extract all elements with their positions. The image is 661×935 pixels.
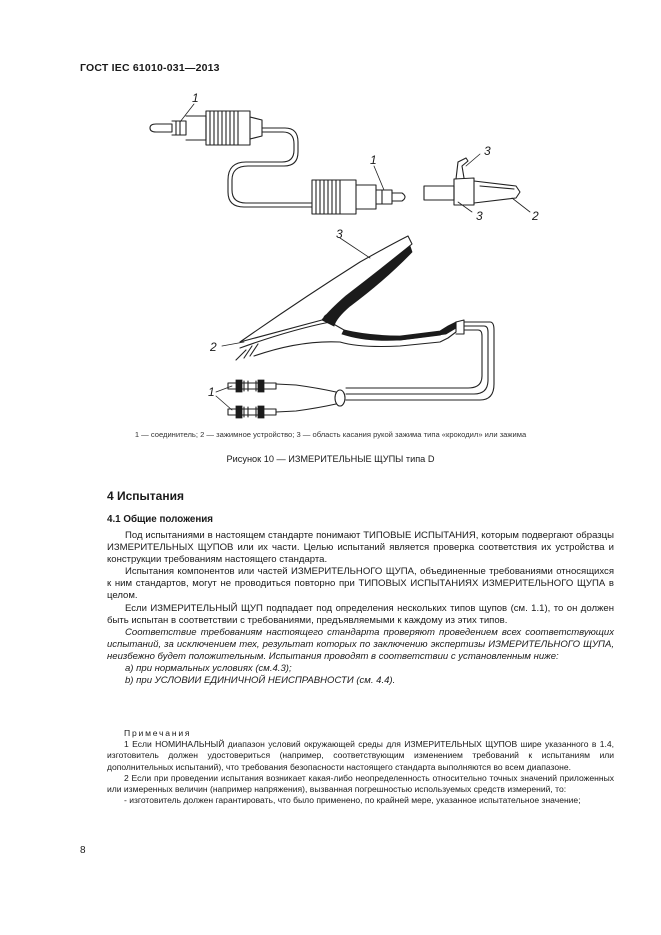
paragraph-3: Если ИЗМЕРИТЕЛЬНЫЙ ЩУП подпадает под определения нескольких типов щупов (см. 1.1), то он должен быть испытан в соответствии с требованиями, предъявляемыми к каждому из этих типов. bbox=[107, 602, 614, 626]
lower-connector-drawing bbox=[312, 180, 405, 214]
subsection-heading: 4.1 Общие положения bbox=[107, 514, 214, 525]
note-1: 1 Если НОМИНАЛЬНЫЙ диапазон условий окружающей среды для ИЗМЕРИТЕЛЬНЫХ ЩУПОВ шире указанного в 1.4, изготовитель должен удостовериться (например, соответствующим изменением требований к испытаниям или дополнительных испытаний), что требования безопасности настоящего стандарта выполняются во всем диапазоне. bbox=[107, 739, 614, 772]
clip-lower-handle-fill bbox=[342, 322, 456, 340]
callout-1-upper: 1 bbox=[192, 91, 199, 105]
callout-1-lower: 1 bbox=[370, 153, 377, 167]
callout-3-top: 3 bbox=[484, 144, 491, 158]
section-heading: 4 Испытания bbox=[107, 489, 184, 503]
connector-black-band-2 bbox=[258, 380, 264, 418]
measuring-probes-figure bbox=[140, 85, 550, 425]
paragraph-2: Испытания компонентов или частей ИЗМЕРИТЕЛЬНОГО ЩУПА, объединенные требованиями относящихся к ним стандартов, могут не проводиться повторно при ТИПОВЫХ ИСПЫТАНИЯХ ИЗМЕРИТЕЛЬНОГО ЩУПА в целом. bbox=[107, 566, 614, 602]
note-2-dash: - изготовитель должен гарантировать, что было применено, по крайней мере, указанное испытательное значение; bbox=[124, 795, 581, 806]
list-item-b: b) при УСЛОВИИ ЕДИНИЧНОЙ НЕИСПРАВНОСТИ (см. 4.4). bbox=[125, 675, 396, 687]
paragraph-1: Под испытаниями в настоящем стандарте понимают ТИПОВЫЕ ИСПЫТАНИЯ, которым подвергают образцы ИЗМЕРИТЕЛЬНЫХ ЩУПОВ или их части. Целью испытаний является проверка соответствия их устройства и конструкции требованиям настоящего стандарта. bbox=[107, 530, 614, 566]
callout-1-bottom: 1 bbox=[208, 385, 215, 399]
paragraph-4: Соответствие требованиям настоящего стандарта проверяют проведением всех соответствующих испытаний, за исключением тех, результат которых по заключению экспертизы ИЗМЕРИТЕЛЬНОГО ЩУПА, неизбежно будет положительным. Испытания проводят в соответствии с установленным ниже: bbox=[107, 626, 614, 662]
upper-connector-drawing bbox=[150, 111, 262, 145]
cable-drawing bbox=[232, 128, 312, 203]
callout-3-clip: 3 bbox=[476, 209, 483, 223]
callout-3-large: 3 bbox=[336, 227, 343, 241]
small-clip-drawing bbox=[424, 158, 520, 205]
page-number: 8 bbox=[80, 845, 86, 856]
list-item-a: a) при нормальных условиях (см.4.3); bbox=[125, 663, 292, 675]
small-connectors-drawing bbox=[228, 381, 276, 417]
callout-2-clip: 2 bbox=[532, 209, 539, 223]
notes-block bbox=[107, 728, 614, 806]
note-2: 2 Если при проведении испытания возникает какая-либо неопределенность относительно точных значений приложенных или измеренных величин (например напряжения), вызванная погрешностью используемых средств измерений, то: bbox=[107, 772, 614, 795]
figure-legend: 1 — соединитель; 2 — зажимное устройство; 3 — область касания рукой зажима типа «крокодил» или зажима bbox=[134, 430, 527, 439]
document-header: ГОСТ IEC 61010-031—2013 bbox=[80, 62, 220, 74]
callout-2-large: 2 bbox=[210, 340, 217, 354]
connector-black-band bbox=[236, 380, 242, 418]
notes-title: Примечания bbox=[124, 728, 192, 738]
figure-caption: Рисунок 10 — ИЗМЕРИТЕЛЬНЫЕ ЩУПЫ типа D bbox=[226, 454, 435, 464]
callout-leaders bbox=[180, 104, 530, 410]
section-body bbox=[107, 530, 614, 687]
